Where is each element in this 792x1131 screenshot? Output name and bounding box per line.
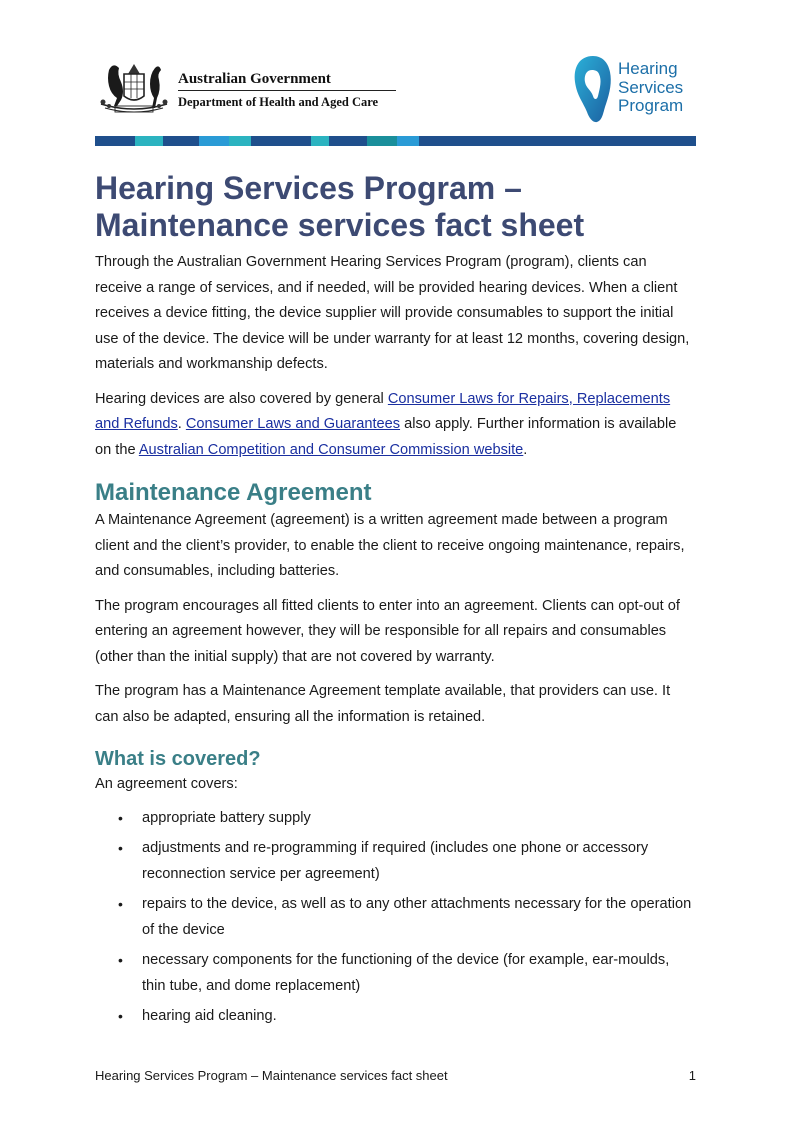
color-segment [329,136,367,146]
what-is-covered-heading: What is covered? [95,748,261,770]
list-item [118,836,696,887]
footer-title: Hearing Services Program – Maintenance services fact sheet [95,1068,448,1083]
covered-intro: An agreement covers: [95,776,238,792]
list-item [118,1004,696,1030]
bullet-icon: • [118,840,123,856]
consumer-guarantees-link[interactable]: Consumer Laws and Guarantees [185,416,401,432]
list-item-text: necessary components for the functioning of the device (for example, ear-moulds, thin tube, and dome replacement) [142,952,670,994]
bullet-icon: • [118,1008,123,1024]
list-item-text: repairs to the device, as well as to any other attachments necessary for the operation of the device [142,896,692,938]
document-body [95,170,696,1035]
list-item-text: adjustments and re-programming if required (includes one phone or accessory reconnection service per agreement) [142,840,649,882]
ear-mark-icon [573,54,613,124]
program-wordmark [618,60,683,116]
consumer-text-4: . [523,441,528,458]
list-item [118,892,696,943]
color-segment [229,136,251,146]
color-segment [199,136,229,146]
color-segment [397,136,419,146]
color-segment [419,136,696,146]
consumer-text-1: Hearing devices are also covered by general [95,390,388,407]
logo-line-3: Program [618,96,684,115]
page-title [95,170,696,244]
accc-website-link[interactable]: Australian Competition and Consumer Commission website [138,441,524,458]
repairs-replacements-refunds-link[interactable]: Consumer Laws for Repairs, Replacements and Refunds [95,390,671,432]
title-line-1: Hearing Services Program – [95,170,522,206]
list-item [118,948,696,999]
government-lockup [178,69,396,111]
logo-line-2: Services [618,77,684,97]
page-number: 1 [688,1068,696,1083]
government-title: Australian Government [178,71,331,87]
agreement-definition-paragraph: A Maintenance Agreement (agreement) is a written agreement made between a program client and the client’s provider, to enable the client to receive ongoing maintenance, repairs, and consumables, including batteries. [95,512,685,579]
logo-line-1: Hearing [618,59,678,78]
title-line-2: Maintenance services fact sheet [95,207,585,243]
bullet-icon: • [118,809,123,826]
list-item-text: hearing aid cleaning. [142,1008,277,1024]
color-segment [95,136,135,146]
department-name: Department of Health and Aged Care [178,95,379,109]
color-segment [135,136,163,146]
intro-paragraph: Through the Australian Government Hearing Services Program (program), clients can receive a range of services, and if needed, will be provided hearing devices. When a client receives a device fitting, the device supplier will provide consumables to support the initial use of the device. The device will be under warranty for at least 12 months, covering design, materials and workmanship defects. [95,254,690,372]
consumer-text-2: . [177,416,186,432]
color-segment [367,136,397,146]
covered-list [95,806,696,1030]
color-segment [311,136,329,146]
list-item [118,806,696,832]
commonwealth-coat-of-arms-icon [95,56,173,116]
consumer-law-paragraph [95,387,696,464]
maintenance-agreement-heading: Maintenance Agreement [95,479,372,506]
opt-out-paragraph: The program encourages all fitted clients to enter into an agreement. Clients can opt-out of entering an agreement however, they will be responsible for all repairs and consumables (other than the initial supply) that are not covered by warranty. [95,597,680,665]
bullet-icon: • [118,952,123,968]
consumer-text-3: also apply. Further information is available on the [95,416,677,458]
government-divider [178,90,396,91]
list-item-text: appropriate battery supply [142,809,311,826]
bullet-icon: • [118,896,123,912]
color-segment [251,136,311,146]
color-segment [163,136,199,146]
header-color-bar [95,136,696,146]
page-header [95,52,696,124]
template-paragraph: The program has a Maintenance Agreement template available, that providers can use. It can also be adapted, ensuring all the information is retained. [95,683,671,725]
hearing-services-program-logo [573,54,696,124]
